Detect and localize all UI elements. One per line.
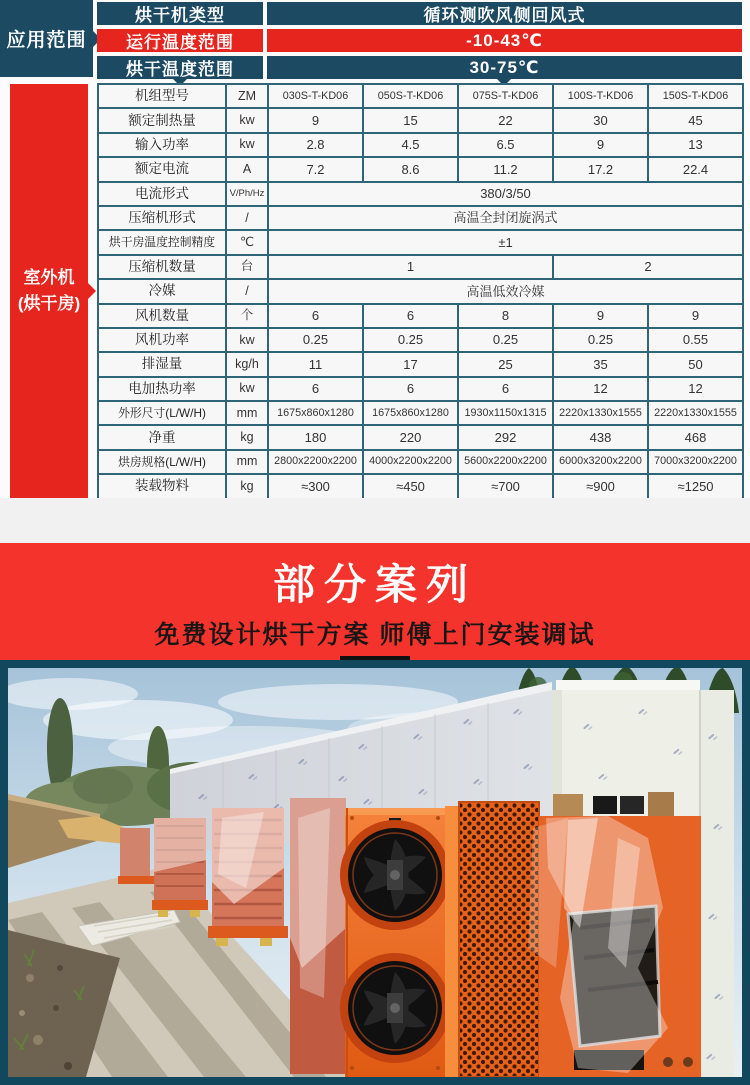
cell: 150S-T-KD06: [648, 84, 743, 108]
cell: 9: [553, 304, 648, 328]
row-unit: 个: [226, 304, 268, 328]
dryer-type-row: [97, 2, 742, 25]
row-unit: kw: [226, 133, 268, 157]
cell: 22.4: [648, 157, 743, 181]
cell: 高温低效冷媒: [268, 279, 743, 303]
cell: 45: [648, 108, 743, 132]
cell: 0.25: [458, 328, 553, 352]
orange-dryer-unit: [344, 802, 539, 1077]
row-label: 机组型号: [98, 84, 226, 108]
row-label: 额定制热量: [98, 108, 226, 132]
row-value: 循环测吹风侧回风式: [267, 2, 742, 25]
side-label-text: 应用范围: [6, 30, 87, 51]
cell: 468: [648, 425, 743, 449]
cell: 6: [268, 377, 363, 401]
cell: ≈300: [268, 474, 363, 498]
row-label: 装载物料: [98, 474, 226, 498]
cell: 30: [553, 108, 648, 132]
table-row: [98, 474, 743, 498]
cell: 380/3/50: [268, 182, 743, 206]
row-unit: mm: [226, 450, 268, 474]
cell: 180: [268, 425, 363, 449]
operating-temp-row: [97, 29, 742, 52]
table-row: [98, 304, 743, 328]
cell: 4000x2200x2200: [363, 450, 458, 474]
table-row: [98, 425, 743, 449]
banner-subtitle: 免费设计烘干方案 师傅上门安装调试: [154, 621, 596, 649]
table-row: [98, 255, 743, 279]
white-box-right-column: [700, 690, 734, 1077]
drying-temp-row: [97, 56, 742, 79]
row-label: 风机数量: [98, 304, 226, 328]
cell: 1930x1150x1315: [458, 401, 553, 425]
cell: 50: [648, 352, 743, 376]
cell: 11.2: [458, 157, 553, 181]
cell: 0.25: [553, 328, 648, 352]
cell: 6: [363, 304, 458, 328]
row-label: 烘干机类型: [97, 2, 263, 25]
table-row: [98, 133, 743, 157]
cell: 1675x860x1280: [363, 401, 458, 425]
cell: 0.25: [268, 328, 363, 352]
cell: 100S-T-KD06: [553, 84, 648, 108]
machine-corner: [445, 806, 459, 1077]
cell: 6.5: [458, 133, 553, 157]
cell: 6000x3200x2200: [553, 450, 648, 474]
table-row: [98, 401, 743, 425]
spec-table: [97, 83, 744, 500]
row-label: 排湿量: [98, 352, 226, 376]
table-row: [98, 108, 743, 132]
row-unit: kw: [226, 377, 268, 401]
installation-photo: [0, 660, 750, 1085]
banner-title: 部分案列: [272, 561, 477, 608]
cell: 12: [553, 377, 648, 401]
row-unit: /: [226, 206, 268, 230]
row-value: 30-75℃: [267, 56, 742, 79]
cell: 1: [268, 255, 553, 279]
cell: ≈450: [363, 474, 458, 498]
cell: 7000x3200x2200: [648, 450, 743, 474]
table-row: [98, 230, 743, 254]
cell: 6: [363, 377, 458, 401]
row-label: 风机功率: [98, 328, 226, 352]
table-row: [98, 206, 743, 230]
row-label: 烘房规格(L/W/H): [98, 450, 226, 474]
row-unit: kw: [226, 328, 268, 352]
cell: 12: [648, 377, 743, 401]
row-unit: kg/h: [226, 352, 268, 376]
row-label: 输入功率: [98, 133, 226, 157]
cell: 13: [648, 133, 743, 157]
cell: 2800x2200x2200: [268, 450, 363, 474]
cell: 050S-T-KD06: [363, 84, 458, 108]
row-value: -10-43℃: [267, 29, 742, 52]
wrapped-orange-unit: [528, 792, 701, 1077]
row-unit: ZM: [226, 84, 268, 108]
cell: 17.2: [553, 157, 648, 181]
outdoor-unit-label: [10, 84, 88, 498]
cell: 9: [553, 133, 648, 157]
cell: 17: [363, 352, 458, 376]
cell: 6: [458, 377, 553, 401]
cell: 075S-T-KD06: [458, 84, 553, 108]
cell: 11: [268, 352, 363, 376]
row-unit: A: [226, 157, 268, 181]
table-row: [98, 450, 743, 474]
cell: ≈700: [458, 474, 553, 498]
cell: 1675x860x1280: [268, 401, 363, 425]
table-row: [98, 352, 743, 376]
row-label: 净重: [98, 425, 226, 449]
row-label: 压缩机数量: [98, 255, 226, 279]
row-label: 烘干房温度控制精度: [98, 230, 226, 254]
cell: 7.2: [268, 157, 363, 181]
cell: 2.8: [268, 133, 363, 157]
section-gap: [0, 498, 750, 543]
row-label: 压缩机形式: [98, 206, 226, 230]
cell: ≈1250: [648, 474, 743, 498]
row-label: 电加热功率: [98, 377, 226, 401]
cell: 292: [458, 425, 553, 449]
row-label: 额定电流: [98, 157, 226, 181]
cell: 2220x1330x1555: [648, 401, 743, 425]
cell: 030S-T-KD06: [268, 84, 363, 108]
cell: 9: [648, 304, 743, 328]
cases-banner: [0, 543, 750, 660]
row-unit: kw: [226, 108, 268, 132]
table-row: [98, 377, 743, 401]
row-label: 烘干温度范围: [97, 56, 263, 79]
cell: 5600x2200x2200: [458, 450, 553, 474]
cell: 22: [458, 108, 553, 132]
cell: 6: [268, 304, 363, 328]
cell: 高温全封闭旋涡式: [268, 206, 743, 230]
cell: 2: [553, 255, 743, 279]
row-unit: V/Ph/Hz: [226, 182, 268, 206]
photo-scene: [8, 668, 742, 1077]
cell: 9: [268, 108, 363, 132]
table-row: [98, 279, 743, 303]
cell: 0.55: [648, 328, 743, 352]
row-unit: mm: [226, 401, 268, 425]
table-row: [98, 328, 743, 352]
application-scope-label: [0, 0, 93, 77]
cell: 35: [553, 352, 648, 376]
cell: 220: [363, 425, 458, 449]
side-label-line2: (烘干房): [17, 294, 81, 313]
cell: 25: [458, 352, 553, 376]
table-row: [98, 182, 743, 206]
row-label: 冷媒: [98, 279, 226, 303]
row-label: 电流形式: [98, 182, 226, 206]
cell: ≈900: [553, 474, 648, 498]
cell: 8: [458, 304, 553, 328]
row-unit: 台: [226, 255, 268, 279]
cell: 15: [363, 108, 458, 132]
row-label: 外形尺寸(L/W/H): [98, 401, 226, 425]
cell: ±1: [268, 230, 743, 254]
cell: 4.5: [363, 133, 458, 157]
row-unit: kg: [226, 425, 268, 449]
row-unit: ℃: [226, 230, 268, 254]
table-row: [98, 84, 743, 108]
row-unit: kg: [226, 474, 268, 498]
side-label-line1: 室外机: [23, 267, 75, 287]
cell: 0.25: [363, 328, 458, 352]
cell: 2220x1330x1555: [553, 401, 648, 425]
row-label: 运行温度范围: [97, 29, 263, 52]
table-row: [98, 157, 743, 181]
cell: 438: [553, 425, 648, 449]
row-unit: /: [226, 279, 268, 303]
cell: 8.6: [363, 157, 458, 181]
